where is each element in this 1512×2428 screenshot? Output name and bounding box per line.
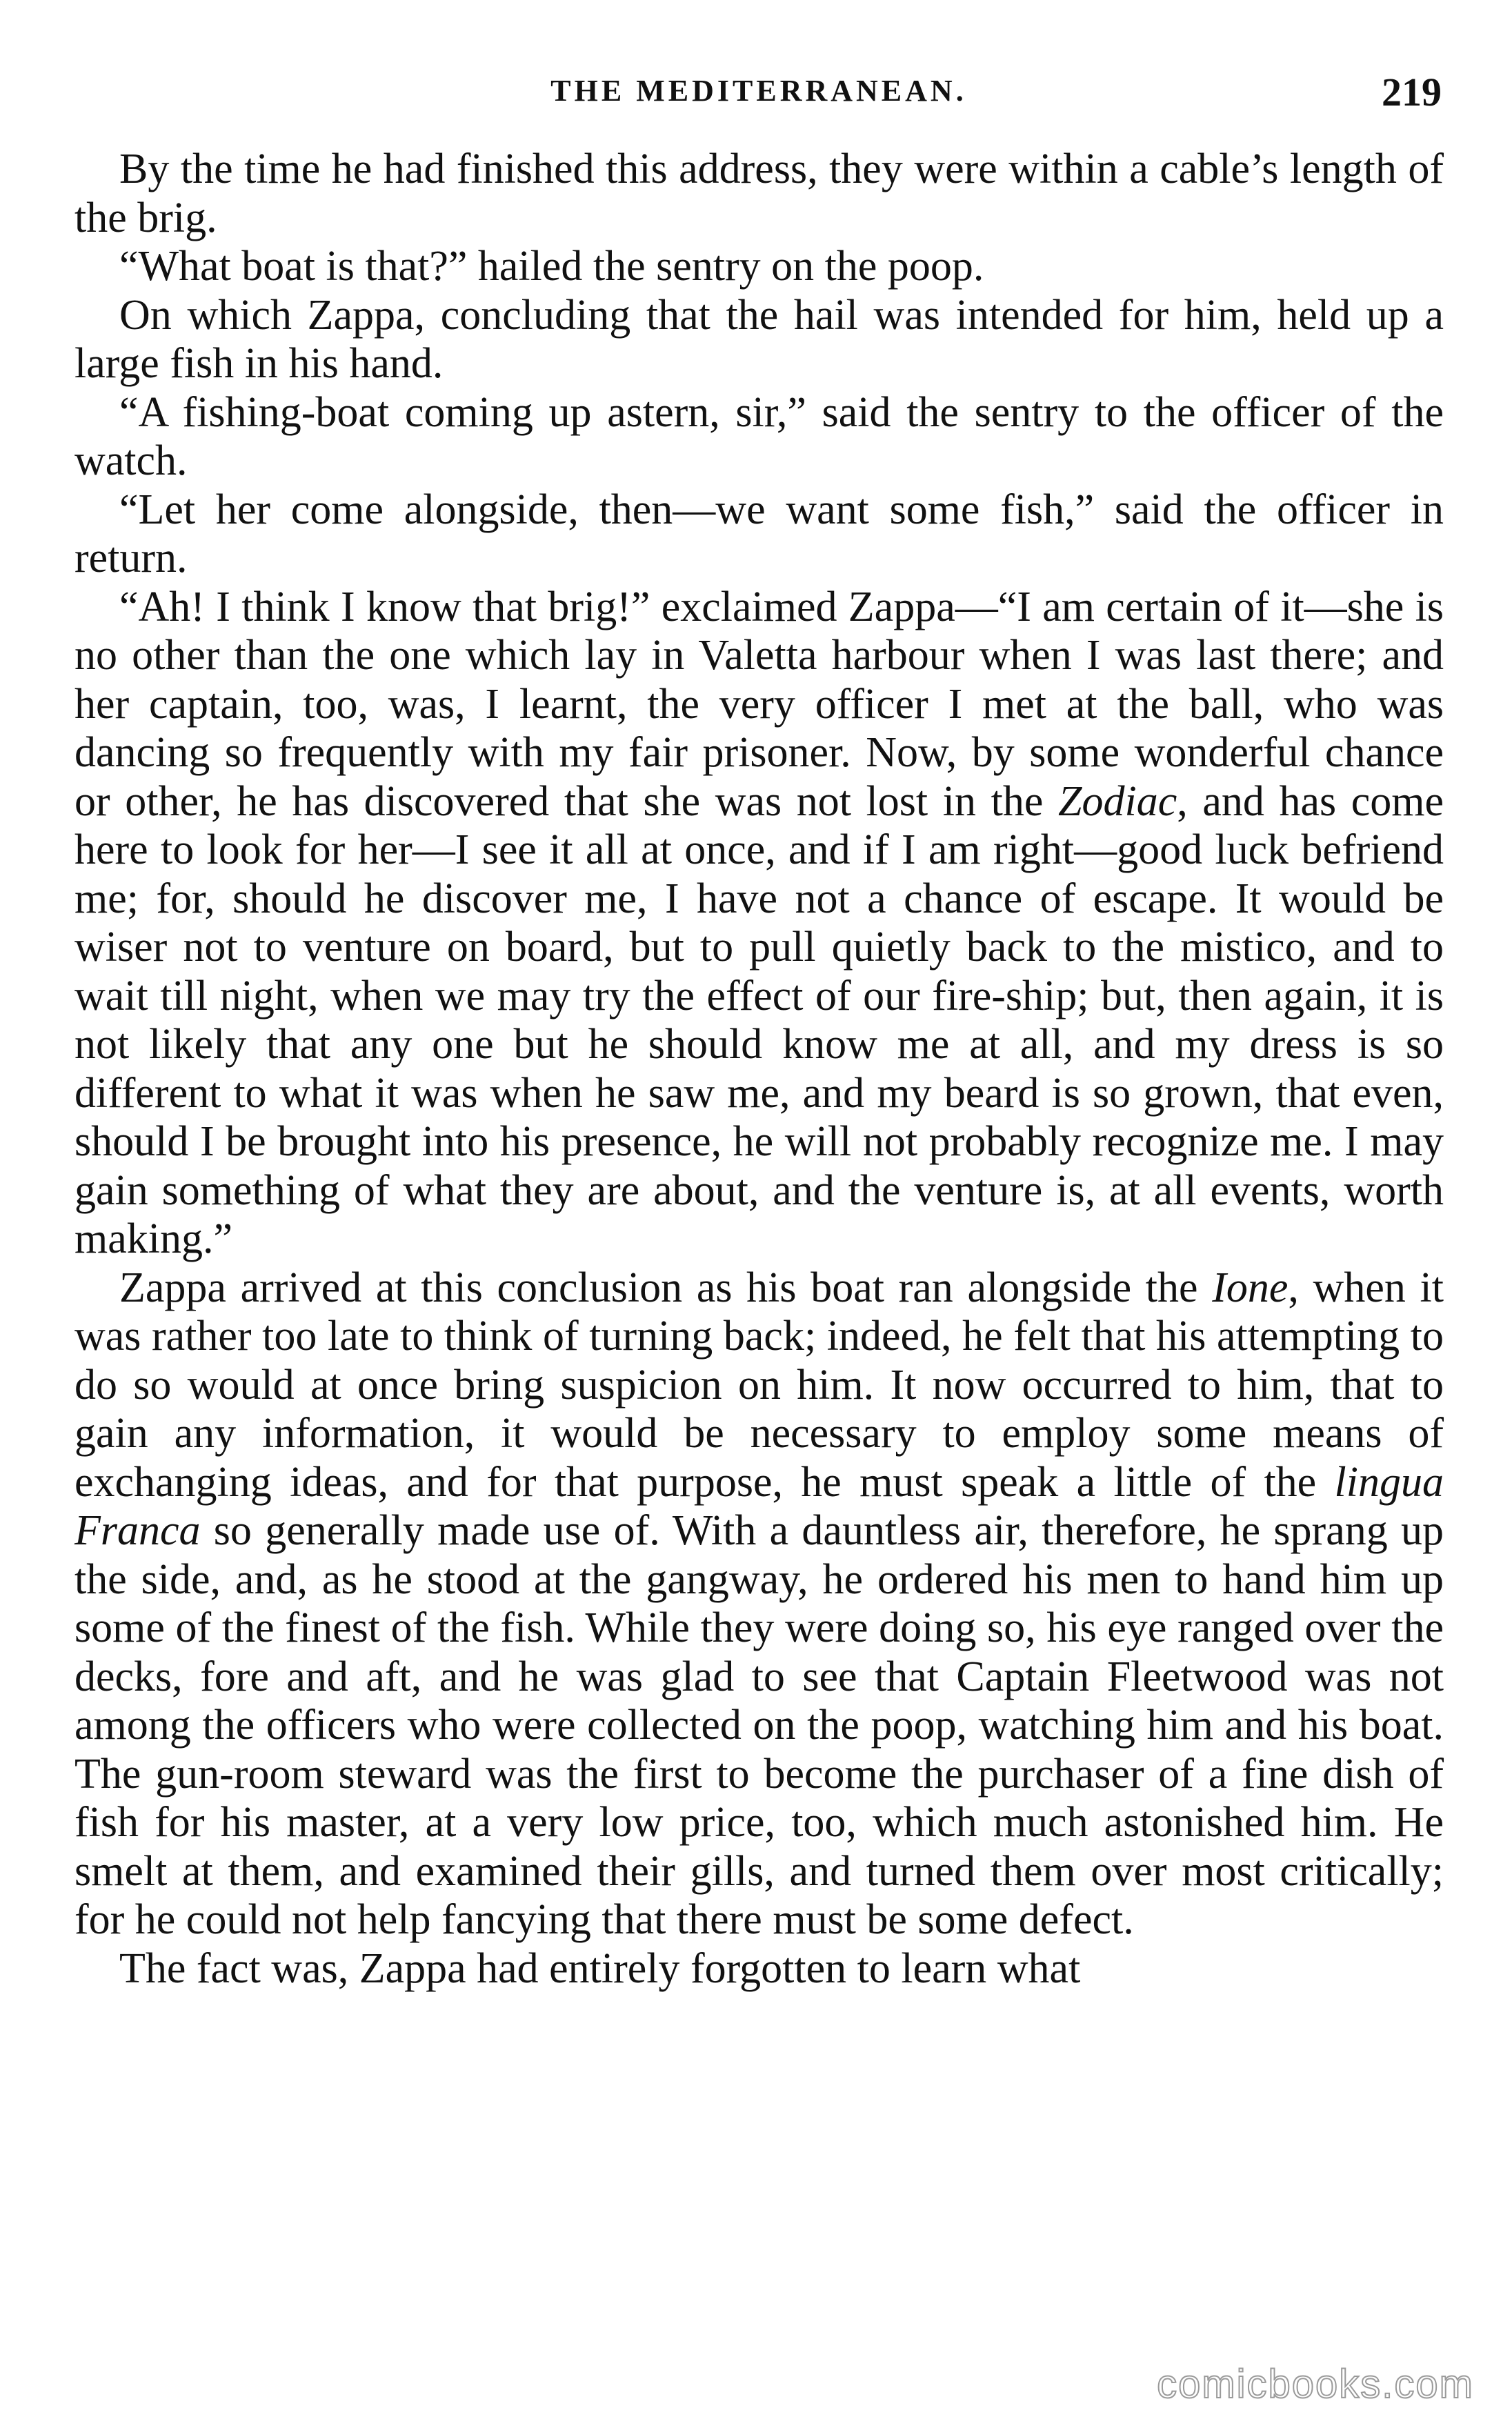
text-run: The fact was, Zappa had entirely forgotten to learn what [119,1944,1081,1992]
text-run: “What boat is that?” hailed the sentry on the poop. [119,243,984,290]
text-run: so generally made use of. With a dauntless air, therefore, he sprang up the side, and, as he stood at the gangway, he ordered his men to hand him up some of the finest of the fish. While they were doing so, his eye ranged over the decks, fore and aft, and he was glad to see that Captain Fleetwood was not among the officers who were collected on the poop, watching him and his boat. The gun-room steward was the first to become the purchaser of a fine dish of fish for his master, at a very low price, too, which much astonished him. He smelt at them, and examined their gills, and turned them over most critically; for he could not help fancying that there must be some defect. [74,1507,1444,1943]
italic-term: lingua Franca [74,1458,1444,1554]
page-number: 219 [1382,70,1442,115]
paragraph [74,1944,1444,1993]
paragraph [74,388,1444,486]
paragraph [74,1264,1444,1944]
paragraph [74,486,1444,583]
text-run: “Ah! I think I know that brig!” exclaimed Zappa—“I am certain of it—she is no other than the one which lay in Valetta harbour when I was last there; and her captain, too, was, I learnt, the very officer I met at the ball, who was dancing so frequently with my fair prisoner. Now, by some wonderful chance or other, he has discovered that she was not lost in the [74,583,1444,825]
text-run: , and has come here to look for her—I see it all at once, and if I am right—good luck befriend me; for, should he discover me, I have not a chance of escape. It would be wiser not to venture on board, but to pull quietly back to the mistico, and to wait till night, when we may try the effect of our fire-ship; but, then again, it is not likely that any one but he should know me at all, and my dress is so different to what it was when he saw me, and my beard is so grown, that even, should I be brought into his presence, he will not probably recognize me. I may gain something of what they are about, and the venture is, at all events, worth making.” [74,777,1444,1262]
paragraph [74,583,1444,1264]
watermark: comicbooks.com [1157,2362,1474,2407]
italic-ship-name: Ione [1212,1264,1289,1311]
text-run: “A fishing-boat coming up astern, sir,” said the sentry to the officer of the watch. [74,388,1444,484]
body-text [74,145,1444,1993]
text-run: By the time he had finished this address, they were within a cable’s length of the brig. [74,146,1444,241]
text-run: Zappa arrived at this conclusion as his boat ran alongside the [119,1264,1213,1311]
text-run: , when it was rather too late to think of turning back; indeed, he felt that his attempting to do so would at once bring suspicion on him. It now occurred to him, that to gain any information, it would be necessary to employ some means of exchanging ideas, and for that purpose, he must speak a little of the [74,1264,1444,1506]
paragraph [74,242,1444,291]
text-run: “Let her come alongside, then—we want some fish,” said the officer in return. [74,486,1444,581]
running-head [76,69,1442,124]
italic-ship-name: Zodiac [1057,777,1177,825]
text-run: On which Zappa, concluding that the hail was intended for him, held up a large fish in his hand. [74,291,1444,387]
paragraph [74,145,1444,242]
running-title: THE MEDITERRANEAN. [550,74,967,108]
paragraph [74,291,1444,388]
